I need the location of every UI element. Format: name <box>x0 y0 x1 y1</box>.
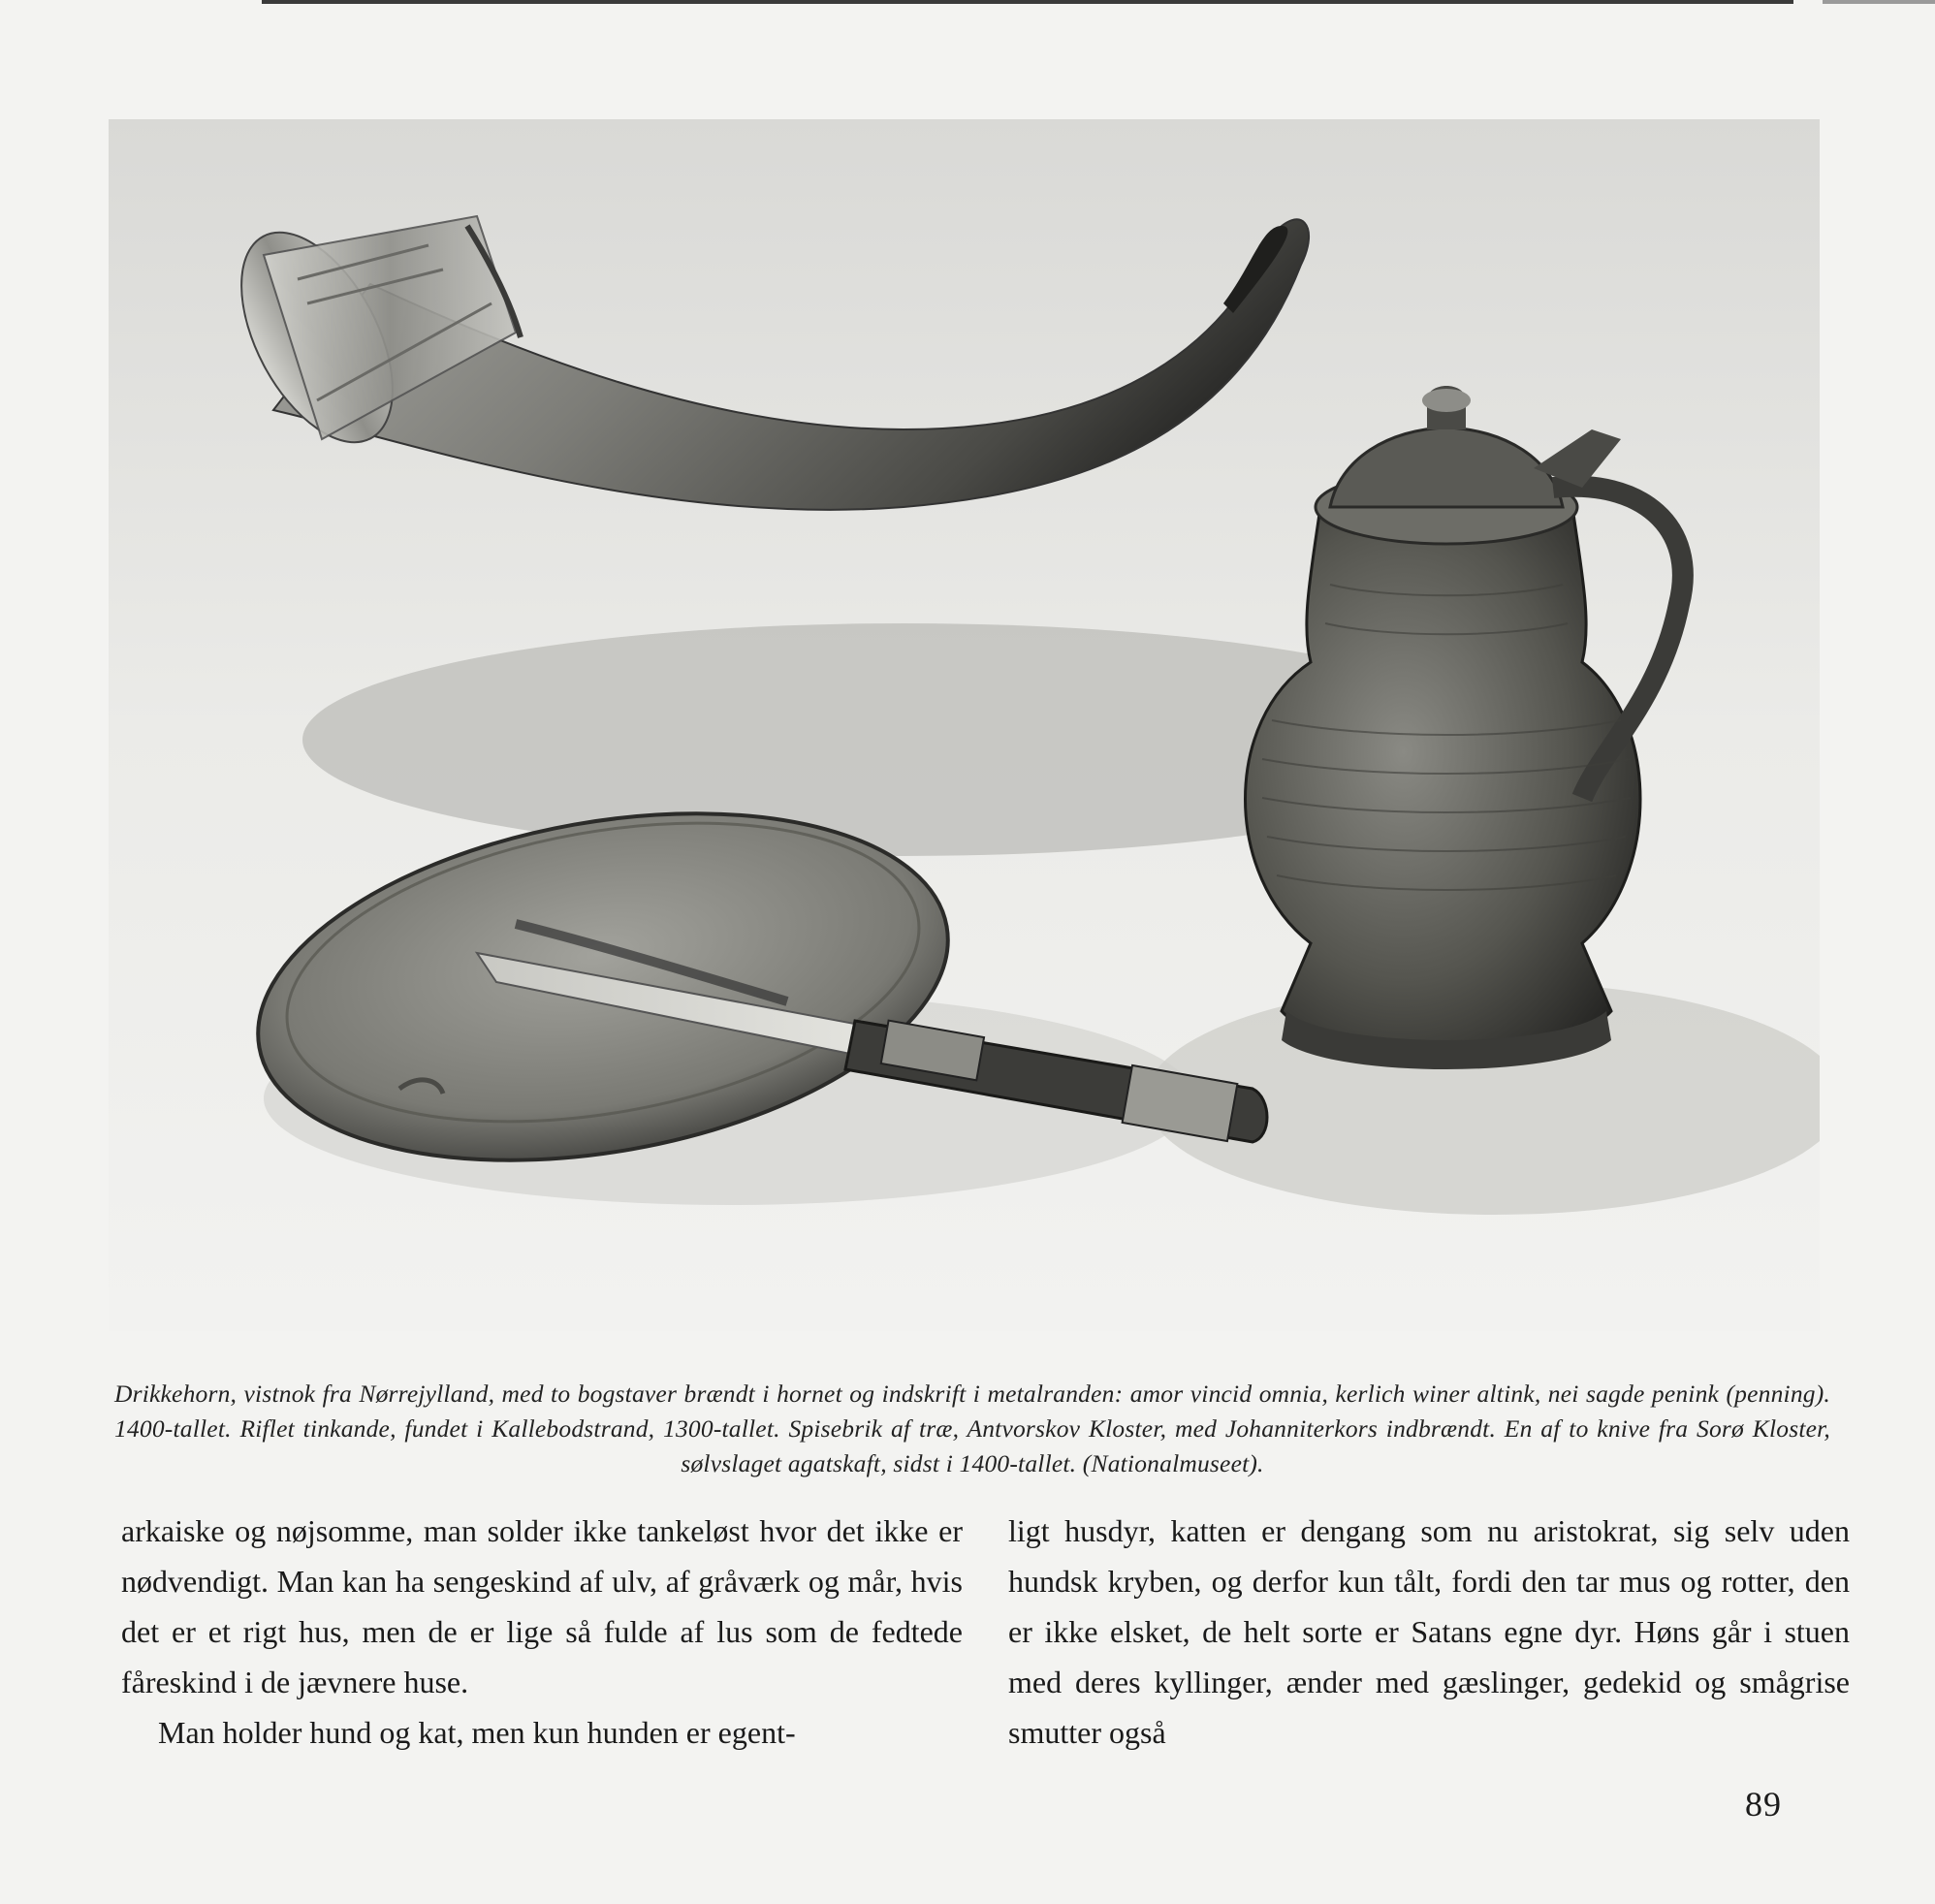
left-paragraph-1: arkaiske og nøjsomme, man solder ikke tankeløst hvor det ikke er nødvendigt. Man kan ha sengeskind af ulv, af gråværk og mår, hvis det er et rigt hus, men de er lige så fulde af lus som de fedtede fåreskind i de jævnere huse. <box>121 1513 963 1699</box>
museum-photograph <box>109 119 1820 1331</box>
page-number: 89 <box>1745 1785 1782 1824</box>
figure-caption: Drikkehorn, vistnok fra Nørrejylland, med to bogstaver brændt i hornet og indskrift i metalranden: amor vincid omnia, kerlich winer altink, nei sagde penink (penning). 1400-tallet. Riflet tinkande, fundet i Kallebodstrand, 1300-tallet. Spisebrik af træ, Antvorskov Kloster, med Johanniterkors indbrændt. En af to knive fra Sorø Kloster, sølvslaget agatskaft, sidst i 1400-tallet. (Nationalmuseet). <box>114 1380 1830 1477</box>
top-edge-rule <box>262 0 1793 4</box>
body-column-right <box>1008 1506 1850 1758</box>
top-edge-rule-right <box>1823 0 1935 4</box>
left-paragraph-2: Man holder hund og kat, men kun hunden er egent- <box>158 1715 796 1750</box>
photo-illustration <box>109 119 1820 1331</box>
right-paragraph-1: ligt husdyr, katten er dengang som nu aristokrat, sig selv uden hundsk kryben, og derfor kun tålt, fordi den tar mus og rotter, den er ikke elsket, de helt sorte er Satans egne dyr. Høns går i stuen med deres kyllinger, ænder med gæslinger, gedekid og smågrise smutter også <box>1008 1513 1850 1750</box>
body-column-left <box>121 1506 963 1758</box>
